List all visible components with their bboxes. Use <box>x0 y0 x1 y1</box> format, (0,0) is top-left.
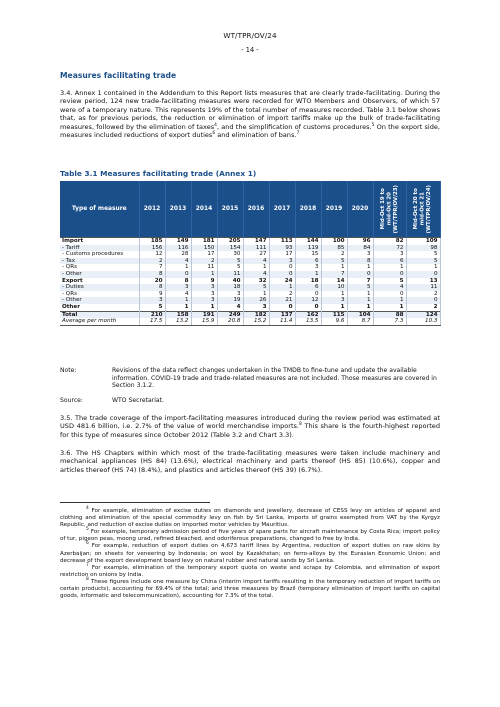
table-cell: 3 <box>217 291 243 298</box>
table-row <box>60 264 440 271</box>
table-cell: 82 <box>373 238 406 245</box>
table-row <box>60 297 440 304</box>
page-number: - 14 - <box>241 46 259 54</box>
table-cell: 116 <box>165 245 191 252</box>
table-cell: 2 <box>406 291 440 298</box>
table-row <box>60 278 440 285</box>
table-cell: 17.5 <box>139 318 165 325</box>
table-cell: 249 <box>217 311 243 318</box>
table-cell: 11 <box>406 284 440 291</box>
table-cell: 18 <box>217 284 243 291</box>
table-cell: 11.4 <box>269 318 295 325</box>
table-cell: 85 <box>321 245 347 252</box>
paragraph-text: This share is the fourth-highest reported for this type of measures since October 2012 (Table 3.2 and Chart 3.3). <box>60 422 440 439</box>
column-header-year: 2019 <box>321 181 347 238</box>
table-cell: 5 <box>373 278 406 285</box>
table-cell: 182 <box>243 311 269 318</box>
paragraph-number: 3.4. <box>60 89 73 97</box>
footnote-text: For example, reduction of export duties on 4,673 tariff lines by Argentina, reduction of export duties on raw skins by Azerbaijan; on sheets for veneering by Indonesia; on wool by Kazakhstan; on ferro-alloys by the Eurasian Economic Union; and decrease of the export development board levy on natural rubber and natural sands by Sri Lanka. <box>60 543 440 564</box>
row-label: Export <box>60 278 139 285</box>
table-cell: 4 <box>243 271 269 278</box>
table-cell: 4 <box>373 284 406 291</box>
table-cell: 4 <box>165 291 191 298</box>
table-cell: 181 <box>191 238 217 245</box>
table-cell: 40 <box>217 278 243 285</box>
paragraph-text: The trade coverage of the import-facilitating measures introduced during the review period was estimated at USD 481.6 billion, i.e. 2.7% of the value of world merchandise imports. <box>60 414 440 431</box>
table-cell: 15 <box>295 251 321 258</box>
footnote-text: For example, temporary admission period of five years of spare parts for aircraft maintenance by Costa Rica; import policy of tur, pigeon peas, moong urad, refined bleached, and odoriferous preparations, changed to free by India. <box>60 529 440 543</box>
table-cell: 3 <box>269 258 295 265</box>
table-cell: 5 <box>406 258 440 265</box>
footnote-number: 7 <box>86 562 89 568</box>
table-cell: 14 <box>321 278 347 285</box>
table-cell: 5 <box>321 258 347 265</box>
table-cell: 8 <box>139 271 165 278</box>
table-cell: 1 <box>347 304 373 311</box>
table-cell: 162 <box>295 311 321 318</box>
table-cell: 1 <box>321 304 347 311</box>
footnote-ref[interactable]: 5 <box>371 122 375 128</box>
footnote-number: 6 <box>86 541 89 547</box>
table-cell: 1 <box>321 291 347 298</box>
table-row <box>60 258 440 265</box>
table-cell: 149 <box>165 238 191 245</box>
table-cell: 3 <box>347 251 373 258</box>
paragraph-text: and elimination of bans. <box>215 131 297 140</box>
table-cell: 3 <box>191 291 217 298</box>
table-body <box>60 238 440 326</box>
paragraph-number: 3.6. <box>60 449 73 457</box>
period-label: Mid-Oct 20 to mid-Oct 21 (WT/TPR/OV/24) <box>413 184 433 234</box>
table-cell: 4 <box>243 258 269 265</box>
table-cell: 0 <box>373 271 406 278</box>
table-cell: 12 <box>295 297 321 304</box>
table-row <box>60 318 440 325</box>
column-header-period-ov24 <box>406 181 440 238</box>
table-row <box>60 238 440 245</box>
footnote-text: These figures include one measure by China (interim import tariffs resulting in the temporary reduction of import tariffs on certain products), accounting for 69.4% of the total; and three measures by Brazil (temporary elimination of import tariffs on capital goods, informatic and telecommunication), accounting for 7.3% of the total. <box>60 578 440 600</box>
table-cell: 1 <box>165 297 191 304</box>
table-cell: 1 <box>243 264 269 271</box>
column-header-year: 2012 <box>139 181 165 238</box>
table-cell: 17 <box>269 251 295 258</box>
table-cell: 10.3 <box>406 318 440 325</box>
table-cell: 1 <box>373 297 406 304</box>
table-cell: 21 <box>269 297 295 304</box>
table-cell: 12 <box>139 251 165 258</box>
row-label: - Customs procedures <box>60 251 139 258</box>
table-cell: 3 <box>321 297 347 304</box>
table-row <box>60 284 440 291</box>
footnote-number: 5 <box>86 527 89 533</box>
table-cell: 137 <box>269 311 295 318</box>
table-cell: 150 <box>191 245 217 252</box>
table-cell: 1 <box>347 297 373 304</box>
table-cell: 4 <box>217 304 243 311</box>
note-label: Note: <box>60 367 77 374</box>
footnote-number: 8 <box>86 576 89 582</box>
footnote-text: For example, elimination of excise duties on diamonds and jewellery, decrease of CESS levy on articles of apparel and clothing and elimination of the special commodity levy on fish by Sri Lanka, imports of grains exempted from VAT by the Kyrgyz Republic, and reduction of excise duties on imported motor vehicles by Mauritius. <box>60 508 440 529</box>
table-cell: 8 <box>139 284 165 291</box>
row-label: - QRs <box>60 264 139 271</box>
table-cell: 11 <box>191 264 217 271</box>
table-cell: 5 <box>217 264 243 271</box>
column-header-year: 2018 <box>295 181 321 238</box>
table-cell: 10 <box>321 284 347 291</box>
table-cell: 205 <box>217 238 243 245</box>
table-cell: 0 <box>347 271 373 278</box>
table-cell: 1 <box>269 284 295 291</box>
table-cell: 32 <box>243 278 269 285</box>
table-cell: 7 <box>139 264 165 271</box>
table-cell: 93 <box>269 245 295 252</box>
table-cell: 0 <box>269 271 295 278</box>
table-cell: 7 <box>347 278 373 285</box>
table-cell: 6 <box>295 284 321 291</box>
table-cell: 98 <box>406 245 440 252</box>
table-cell: 2 <box>321 251 347 258</box>
table-cell: 2 <box>191 258 217 265</box>
table-cell: 1 <box>321 264 347 271</box>
table-cell: 104 <box>347 311 373 318</box>
footnote-text: For example, elimination of the temporary export quota on waste and scraps by Colombia, and elimination of export restriction on onions by India. <box>60 564 440 578</box>
table-cell: 119 <box>295 245 321 252</box>
table-cell: 13.2 <box>165 318 191 325</box>
table-row <box>60 304 440 311</box>
column-header-year: 2015 <box>217 181 243 238</box>
table-cell: 1 <box>191 304 217 311</box>
table-cell: 5 <box>217 258 243 265</box>
row-label: - Other <box>60 271 139 278</box>
table-cell: 17 <box>191 251 217 258</box>
table-cell: 109 <box>406 238 440 245</box>
period-label: Mid-Oct 19 to mid-Oct 20 (WT/TPR/OV/23) <box>379 184 399 234</box>
column-header-year: 2017 <box>269 181 295 238</box>
column-header-period-ov23 <box>373 181 406 238</box>
footnote <box>60 543 440 564</box>
row-label: - Other <box>60 297 139 304</box>
table-cell: 100 <box>321 238 347 245</box>
table-cell: 3 <box>165 284 191 291</box>
table-header-row <box>60 181 440 238</box>
table-cell: 185 <box>139 238 165 245</box>
footnote <box>60 576 440 600</box>
table-cell: 84 <box>347 245 373 252</box>
table-cell: 113 <box>269 238 295 245</box>
footnote-ref[interactable]: 4 <box>214 122 217 128</box>
table-cell: 88 <box>373 311 406 318</box>
source-text: WTO Secretariat. <box>112 397 164 404</box>
footnote-ref[interactable]: 8 <box>299 422 302 428</box>
table-row <box>60 251 440 258</box>
table-cell: 0 <box>406 271 440 278</box>
table-cell: 9 <box>139 291 165 298</box>
table-cell: 9 <box>191 278 217 285</box>
table-cell: 3 <box>139 297 165 304</box>
table-cell: 3 <box>295 264 321 271</box>
table-cell: 0 <box>406 297 440 304</box>
document-symbol: WT/TPR/OV/24 <box>223 31 277 40</box>
table-cell: 72 <box>373 245 406 252</box>
table-cell: 2 <box>269 291 295 298</box>
column-header-type: Type of measure <box>60 181 139 238</box>
table-cell: 0 <box>269 264 295 271</box>
table-cell: 13.5 <box>295 318 321 325</box>
table-row <box>60 271 440 278</box>
table-cell: 96 <box>347 238 373 245</box>
paragraph-3-4 <box>60 89 440 139</box>
table-cell: 15.2 <box>243 318 269 325</box>
table-cell: 147 <box>243 238 269 245</box>
column-header-year: 2016 <box>243 181 269 238</box>
footnote-number: 4 <box>86 506 89 511</box>
table-cell: 1 <box>295 271 321 278</box>
table-cell: 1 <box>406 264 440 271</box>
table-cell: 26 <box>243 297 269 304</box>
table-cell: 8 <box>165 278 191 285</box>
table-cell: 3 <box>191 284 217 291</box>
footnote <box>60 529 440 543</box>
table-row <box>60 291 440 298</box>
table-cell: 2 <box>139 258 165 265</box>
footnote <box>60 562 440 579</box>
table-row <box>60 311 440 318</box>
source-label: Source: <box>60 397 83 404</box>
paragraph-3-6 <box>60 449 440 474</box>
row-label: Average per month <box>60 318 139 325</box>
table-cell: 1 <box>347 291 373 298</box>
table-cell: 3 <box>191 297 217 304</box>
row-label: - Tariff <box>60 245 139 252</box>
table-cell: 1 <box>191 271 217 278</box>
table-cell: 3 <box>373 251 406 258</box>
row-label: Other <box>60 304 139 311</box>
table-cell: 124 <box>406 311 440 318</box>
table-cell: 20 <box>139 278 165 285</box>
paragraph-3-5 <box>60 414 440 439</box>
table-cell: 0 <box>295 291 321 298</box>
table-cell: 7 <box>321 271 347 278</box>
table-cell: 1 <box>165 304 191 311</box>
row-label: - Duties <box>60 284 139 291</box>
paragraph-text: Annex 1 contained in the Addendum to this Report lists measures that are clearly trade-facilitating. During the review period, 124 new trade-facilitating measures were recorded for WTO Members and Observers, of which 57 were of a temporary nature. This represents 19% of the total number of measures recorded. Table 3.1 below shows that, as for previous periods, the reduction or elimination of import tariffs make up the bulk of trade-facilitating measures, followed by the elimination of taxes <box>60 89 440 131</box>
table-cell: 156 <box>139 245 165 252</box>
table-cell: 5 <box>139 304 165 311</box>
row-label: Import <box>60 238 139 245</box>
footnotes <box>60 508 440 600</box>
table-cell: 111 <box>243 245 269 252</box>
table-cell: 6 <box>295 258 321 265</box>
column-header-year: 2020 <box>347 181 373 238</box>
table-cell: 11 <box>217 271 243 278</box>
table-cell: 18 <box>295 278 321 285</box>
table-cell: 24 <box>269 278 295 285</box>
table-cell: 27 <box>243 251 269 258</box>
paragraph-text: The HS Chapters within which most of the trade-facilitating measures were taken include machinery and mechanical appliances (HS 84) (13.6%), electrical machinery and parts thereof (HS 85) (10.6%), copper and articles thereof (HS 74) (8.4%), and plastics and articles thereof (HS 39) (6.7%). <box>60 449 440 474</box>
table-cell: 144 <box>295 238 321 245</box>
row-label: - Tax <box>60 258 139 265</box>
table-cell: 0 <box>165 271 191 278</box>
table-cell: 0 <box>295 304 321 311</box>
table-cell: 3 <box>243 304 269 311</box>
row-label: Total <box>60 311 139 318</box>
table-cell: 1 <box>243 291 269 298</box>
table-cell: 13 <box>406 278 440 285</box>
table-row <box>60 245 440 252</box>
table-cell: 0 <box>373 291 406 298</box>
column-header-year: 2014 <box>191 181 217 238</box>
table-cell: 8.7 <box>347 318 373 325</box>
paragraph-text: , and the simplification of customs procedures. <box>216 122 372 131</box>
note-text: Revisions of the data reflect changes undertaken in the TMDB to fine-tune and update the available information. COVID-19 trade and trade-related measures are not included. Those measures are covered in Section 3.1.2. <box>112 367 437 390</box>
table-cell: 30 <box>217 251 243 258</box>
paragraph-text: On the export side, measures included reductions of export duties <box>60 122 440 140</box>
table-cell: 5 <box>406 251 440 258</box>
table-cell: 1 <box>347 264 373 271</box>
table-cell: 2 <box>406 304 440 311</box>
paragraph-number: 3.5. <box>60 414 73 422</box>
footnote-ref[interactable]: 7 <box>296 131 300 137</box>
table-cell: 210 <box>139 311 165 318</box>
table-cell: 7.3 <box>373 318 406 325</box>
table-cell: 1 <box>165 264 191 271</box>
table-cell: 0 <box>269 304 295 311</box>
table-source <box>60 397 164 404</box>
table-cell: 154 <box>217 245 243 252</box>
row-label: - QRs <box>60 291 139 298</box>
table-cell: 15.9 <box>191 318 217 325</box>
table-cell: 4 <box>165 258 191 265</box>
table-cell: 191 <box>191 311 217 318</box>
table-cell: 5 <box>347 284 373 291</box>
table-cell: 1 <box>373 304 406 311</box>
measures-table <box>60 181 441 326</box>
table-cell: 115 <box>321 311 347 318</box>
section-title: Measures facilitating trade <box>60 71 177 80</box>
table-cell: 1 <box>373 264 406 271</box>
table-cell: 6 <box>373 258 406 265</box>
table-cell: 5 <box>243 284 269 291</box>
footnote-separator <box>60 502 210 503</box>
table-caption: Table 3.1 Measures facilitating trade (Annex 1) <box>60 169 257 178</box>
table-cell: 20.8 <box>217 318 243 325</box>
column-header-year: 2013 <box>165 181 191 238</box>
table-cell: 8 <box>347 258 373 265</box>
footnote <box>60 508 440 529</box>
table-cell: 158 <box>165 311 191 318</box>
table-cell: 9.6 <box>321 318 347 325</box>
table-cell: 19 <box>217 297 243 304</box>
table-cell: 28 <box>165 251 191 258</box>
footnote-ref[interactable]: 6 <box>212 131 216 137</box>
